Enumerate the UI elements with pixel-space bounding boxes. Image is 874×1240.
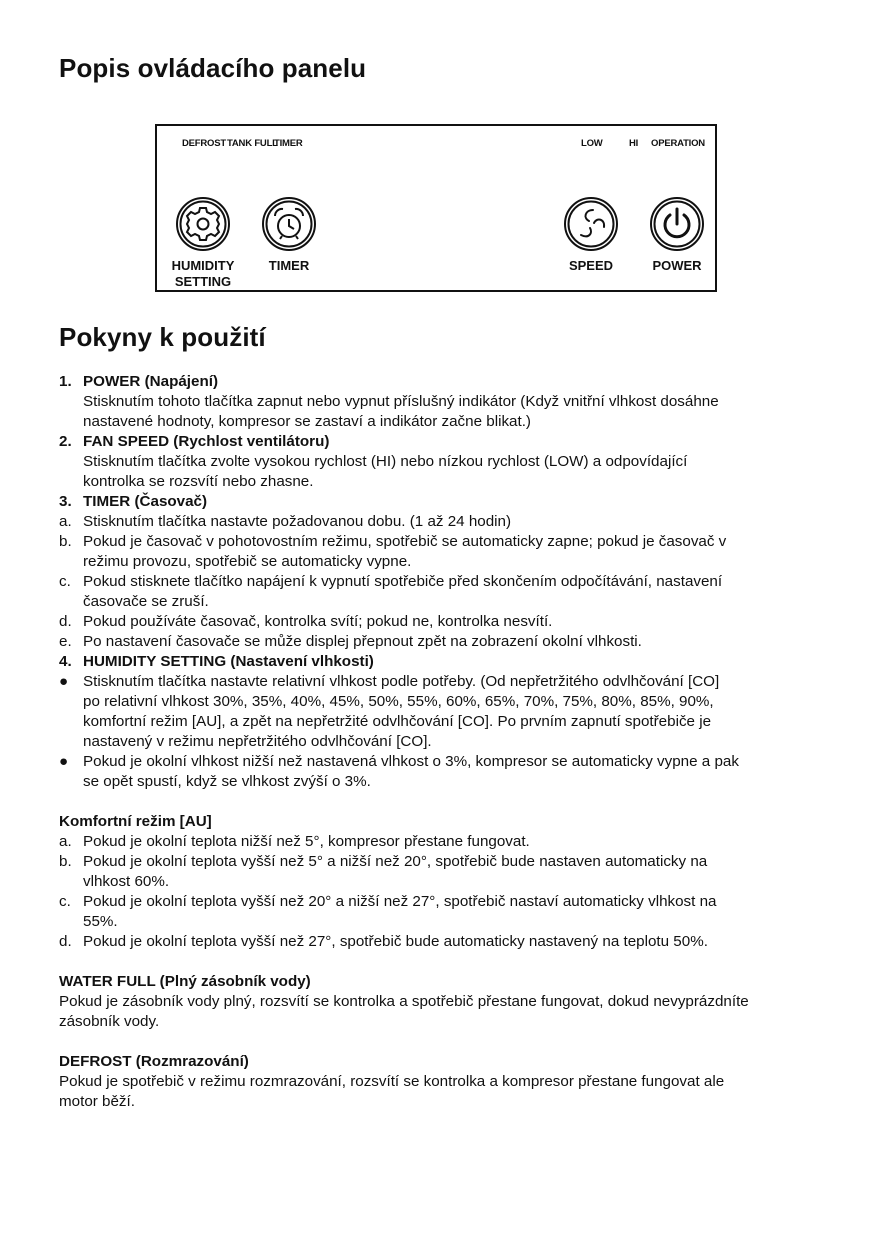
list-item: d. Pokud používáte časovač, kontrolka svítí; pokud ne, kontrolka nesvítí. <box>59 613 553 630</box>
list-item: a. Stisknutím tlačítka nastavte požadovanou dobu. (1 až 24 hodin) <box>59 513 512 530</box>
speed-button[interactable] <box>563 196 619 252</box>
power-button[interactable] <box>649 196 705 252</box>
section-power-title: 1. POWER (Napájení) <box>59 373 219 390</box>
section-power-text: Stisknutím tohoto tlačítka zapnut nebo vypnut příslušný indikátor (Když vnitřní vlhkost dosáhne nastavené hodnoty, kompresor se zastaví a indikátor začne blikat.) <box>83 393 719 430</box>
water-full-text: Pokud je zásobník vody plný, rozsvítí se kontrolka a spotřebič přestane fungovat, dokud nevyprázdníte zásobník vody. <box>59 993 749 1030</box>
indicator-tank-full: TANK FULL <box>227 138 278 149</box>
section-humidity-title: 4. HUMIDITY SETTING (Nastavení vlhkosti) <box>59 653 374 670</box>
humidity-setting-button[interactable] <box>175 196 231 252</box>
humidity-setting-label: HUMIDITY SETTING <box>171 258 235 289</box>
alarm-clock-icon <box>261 196 317 252</box>
indicator-operation: OPERATION <box>651 138 705 149</box>
defrost-title: DEFROST (Rozmrazování) <box>59 1053 249 1070</box>
list-item: a. Pokud je okolní teplota nižší než 5°, kompresor přestane fungovat. <box>59 833 530 850</box>
fan-icon <box>563 196 619 252</box>
control-panel-diagram <box>155 124 717 292</box>
defrost-text: Pokud je spotřebič v režimu rozmrazování, rozsvítí se kontrolka a kompresor přestane fungovat ale motor běží. <box>59 1073 725 1110</box>
timer-label: TIMER <box>268 258 310 273</box>
indicator-low: LOW <box>581 138 603 149</box>
list-item: d. Pokud je okolní teplota vyšší než 27°, spotřebič bude automaticky nastavený na teplotu 50%. <box>59 933 708 950</box>
gear-icon <box>175 196 231 252</box>
speed-label: SPEED <box>568 258 614 273</box>
list-item: ● Stisknutím tlačítka nastavte relativní vlhkost podle potřeby. (Od nepřetržitého odvlhčování [CO] po relativní vlhkost 30%, 35%, 40%, 45%, 50%, 55%, 60%, 65%, 70%, 75%, 80%, 85%, 90%, komfortní režim [AU], a zpět na nepřetržité odvlhčování [CO]. Po prvním zapnutí spotřebiče je nastavený v režimu nepřetržitého odvlhčování [CO]. <box>59 673 720 750</box>
section-timer-title: 3. TIMER (Časovač) <box>59 493 208 510</box>
water-full-title: WATER FULL (Plný zásobník vody) <box>59 973 311 990</box>
list-item: e. Po nastavení časovače se může displej přepnout zpět na zobrazení okolní vlhkosti. <box>59 633 642 650</box>
indicator-timer: TIMER <box>274 138 303 149</box>
usage-heading: Pokyny k použití <box>59 322 266 352</box>
list-item: b. Pokud je časovač v pohotovostním režimu, spotřebič se automaticky zapne; pokud je časovač v režimu provozu, spotřebič se automaticky vypne. <box>59 533 727 570</box>
instructions <box>59 372 829 1112</box>
section-fan-speed-title: 2. FAN SPEED (Rychlost ventilátoru) <box>59 433 330 450</box>
timer-button[interactable] <box>261 196 317 252</box>
power-icon <box>649 196 705 252</box>
section-fan-speed-text: Stisknutím tlačítka zvolte vysokou rychlost (HI) nebo nízkou rychlost (LOW) a odpovídající kontrolka se rozsvítí nebo zhasne. <box>83 453 688 490</box>
indicator-hi: HI <box>629 138 639 149</box>
list-item: c. Pokud je okolní teplota vyšší než 20° a nižší než 27°, spotřebič nastaví automaticky vlhkost na 55%. <box>59 893 717 930</box>
indicator-defrost: DEFROST <box>182 138 226 149</box>
list-item: b. Pokud je okolní teplota vyšší než 5° a nižší než 20°, spotřebič bude nastaven automaticky na vlhkost 60%. <box>59 853 708 890</box>
page-title: Popis ovládacího panelu <box>59 53 367 83</box>
power-label: POWER <box>652 258 702 273</box>
list-item: c. Pokud stisknete tlačítko napájení k vypnutí spotřebiče před skončením odpočítávání, nastavení časovače se zruší. <box>59 573 723 610</box>
list-item: ● Pokud je okolní vlhkost nižší než nastavená vlhkost o 3%, kompresor se automaticky vypne a pak se opět spustí, když se vlhkost zvýší o 3%. <box>59 753 739 790</box>
comfort-mode-title: Komfortní režim [AU] <box>59 813 212 830</box>
